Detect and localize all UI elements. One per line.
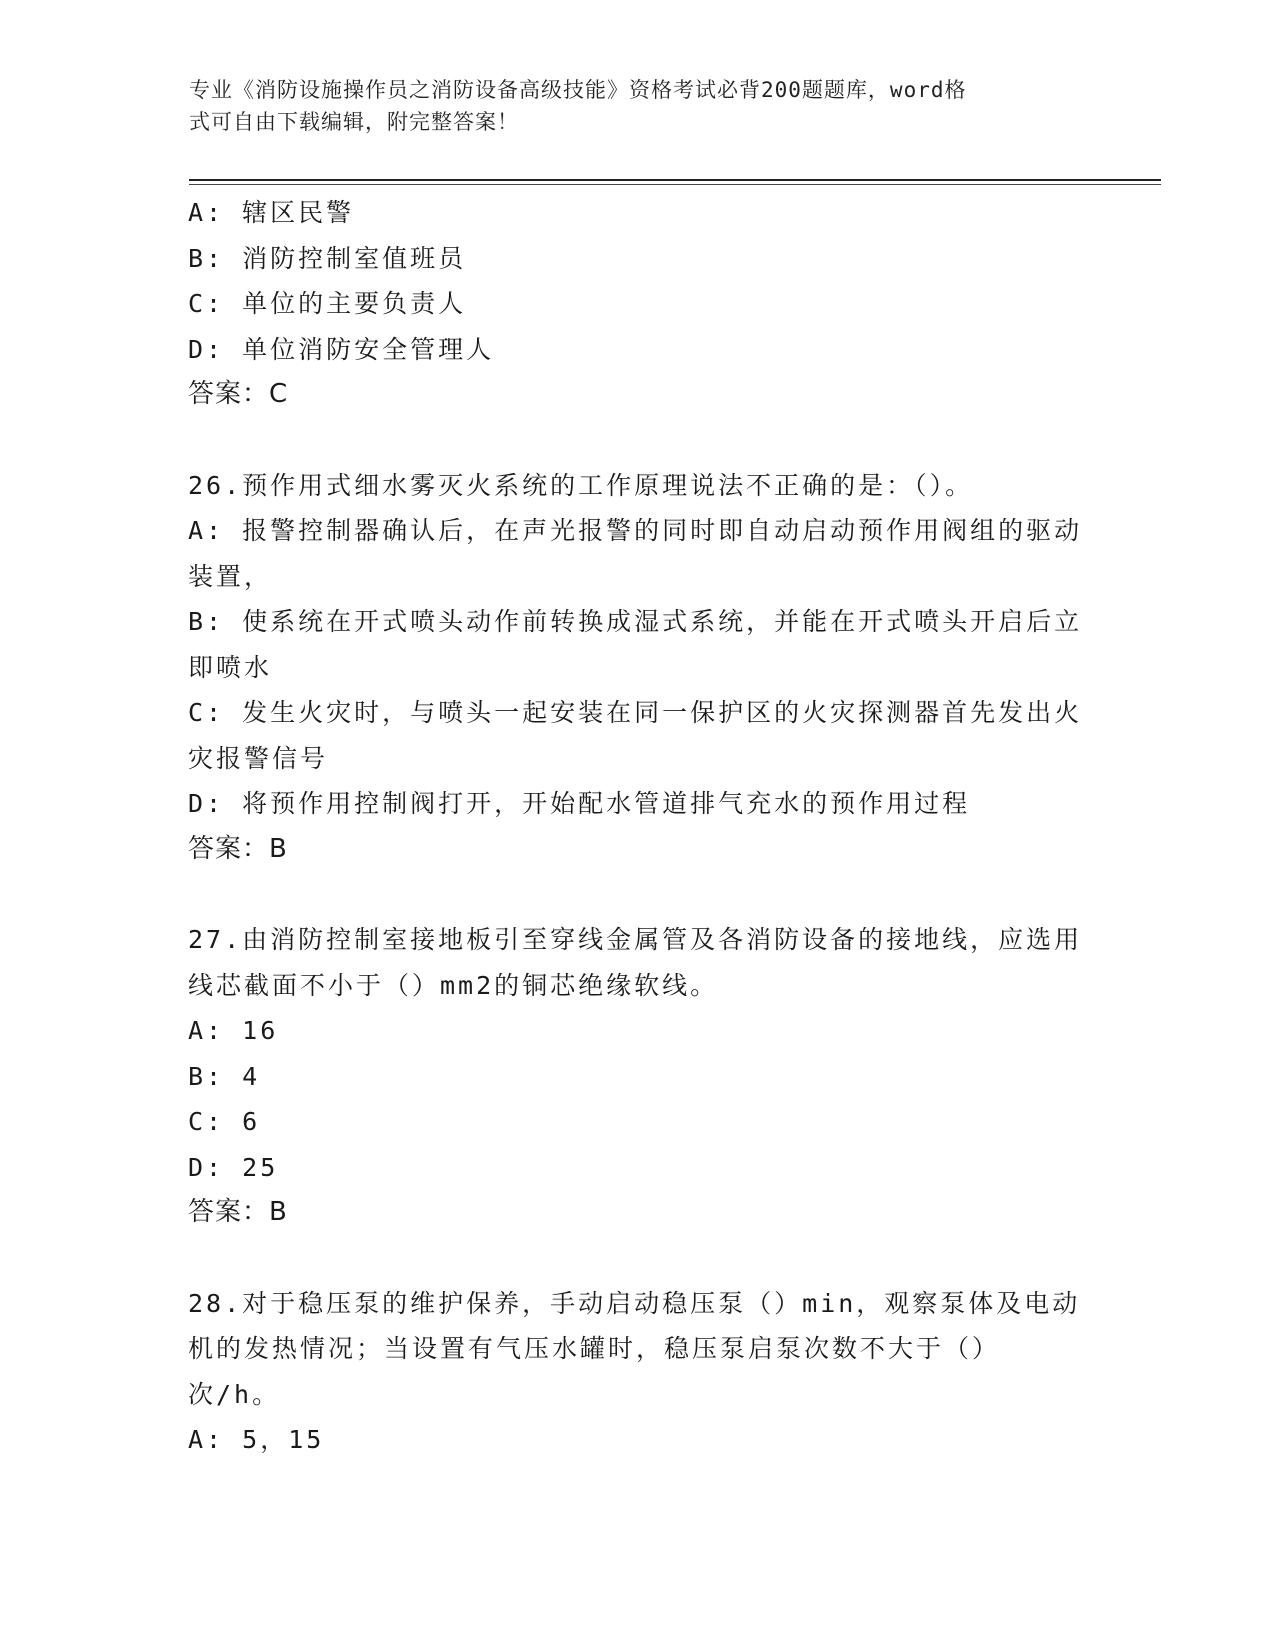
option-c: C: 发生火灾时，与喷头一起安装在同一保护区的火灾探测器首先发出火灾报警信号 <box>188 698 1083 773</box>
header-line-2: 式可自由下载编辑，附完整答案！ <box>189 110 519 134</box>
question-text: 26.预作用式细水雾灭火系统的工作原理说法不正确的是：（）。 <box>188 470 974 500</box>
header-divider-thick <box>189 179 1161 181</box>
answer-text: 答案：B <box>188 1197 288 1227</box>
question-list <box>188 190 1088 1463</box>
option-b: B: 消防控制室值班员 <box>188 243 467 273</box>
option-b: B: 使系统在开式喷头动作前转换成湿式系统，并能在开式喷头开启后立即喷水 <box>188 607 1083 682</box>
question-27 <box>188 917 1088 1236</box>
document-header <box>189 74 1089 138</box>
option-d: D: 单位消防安全管理人 <box>188 334 495 364</box>
option-d: D: 25 <box>188 1152 279 1182</box>
spacer <box>188 1236 1088 1281</box>
option-a: A: 报警控制器确认后，在声光报警的同时即自动启动预作用阀组的驱动装置， <box>188 516 1083 591</box>
option-c: C: 6 <box>188 1107 261 1136</box>
answer-text: 答案：B <box>188 833 288 864</box>
option-d: D: 将预作用控制阀打开，开始配水管道排气充水的预作用过程 <box>188 789 971 818</box>
question-text: 28.对于稳压泵的维护保养，手动启动稳压泵（）min，观察泵体及电动机的发热情况；当设置有气压水罐时，稳压泵启泵次数不大于（）次/h。 <box>188 1288 1081 1409</box>
option-a: A: 辖区民警 <box>188 198 355 227</box>
spacer <box>188 872 1088 917</box>
option-a: A: 16 <box>188 1016 279 1045</box>
question-25-tail <box>188 190 1088 418</box>
question-26 <box>188 463 1088 873</box>
option-c: C: 单位的主要负责人 <box>188 289 467 318</box>
header-divider-thin <box>189 184 1161 185</box>
option-b: B: 4 <box>188 1061 261 1091</box>
option-a: A: 5，15 <box>188 1425 325 1454</box>
question-text: 27.由消防控制室接地板引至穿线金属管及各消防设备的接地线，应选用线芯截面不小于（）mm2的铜芯绝缘软线。 <box>188 925 1083 1000</box>
question-28 <box>188 1281 1088 1463</box>
header-line-1: 专业《消防设施操作员之消防设备高级技能》资格考试必背200题题库，word格 <box>189 78 967 102</box>
answer-text: 答案：C <box>188 379 289 409</box>
spacer <box>188 418 1088 463</box>
